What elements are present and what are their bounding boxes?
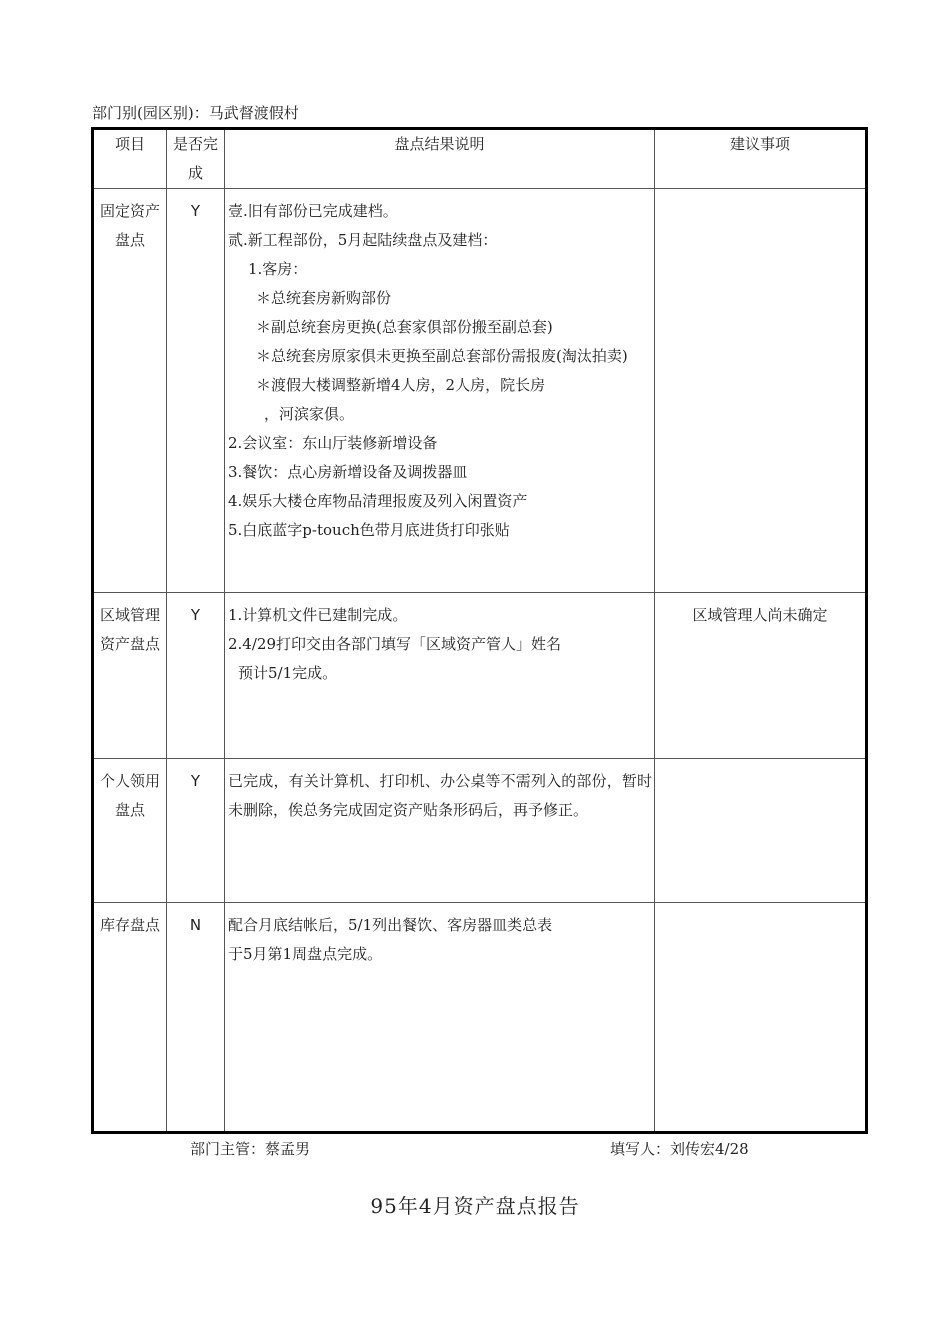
result-line: ＊总统套房原家俱未更换至副总套部份需报废(淘汰拍卖) <box>256 347 628 365</box>
result-line: 5.白底蓝字p-touch色带月底进货打印张贴 <box>228 521 510 539</box>
row-suggestion <box>655 189 867 593</box>
row-item-label: 区域管理资产盘点 <box>93 593 167 759</box>
inventory-report-table <box>91 127 868 1134</box>
column-header-suggestion: 建议事项 <box>655 129 867 189</box>
result-line: 于5月第1周盘点完成。 <box>228 945 383 963</box>
result-line: 配合月底结帐后，5/1列出餐饮、客房器皿类总表 <box>228 916 553 934</box>
row-suggestion <box>655 759 867 903</box>
result-line: ，河滨家俱。 <box>264 405 355 423</box>
filler-signature: 填写人：刘传宏4/28 <box>610 1140 749 1158</box>
table-header-row <box>93 129 867 189</box>
row-done-flag: Y <box>167 189 225 593</box>
column-header-item: 项目 <box>93 129 167 189</box>
row-suggestion: 区域管理人尚未确定 <box>655 593 867 759</box>
table-row-personal-use <box>93 759 867 903</box>
department-label: 部门别(园区别)：马武督渡假村 <box>92 104 299 122</box>
row-done-flag: Y <box>167 593 225 759</box>
result-line: 4.娱乐大楼仓库物品清理报废及列入闲置资产 <box>228 492 528 510</box>
result-line: 1.计算机文件已建制完成。 <box>228 606 408 624</box>
column-header-result: 盘点结果说明 <box>225 129 655 189</box>
row-done-flag: Y <box>167 759 225 903</box>
table-row-stock <box>93 903 867 1133</box>
result-line: ＊总统套房新购部份 <box>256 289 392 307</box>
result-line: ＊副总统套房更换(总套家俱部份搬至副总套) <box>256 318 553 336</box>
row-result-description <box>225 189 655 593</box>
row-done-flag: N <box>167 903 225 1133</box>
result-line: 2.会议室：东山厅装修新增设备 <box>228 434 438 452</box>
row-item-label: 库存盘点 <box>93 903 167 1133</box>
result-line: 1.客房： <box>248 260 308 278</box>
row-suggestion <box>655 903 867 1133</box>
result-line: 已完成，有关计算机、打印机、办公桌等不需列入的部份，暂时未删除，俟总务完成固定资产贴条形码后，再予修正。 <box>228 772 652 819</box>
row-result-description <box>225 903 655 1133</box>
row-result-description <box>225 593 655 759</box>
supervisor-signature: 部门主管：蔡孟男 <box>190 1140 311 1158</box>
column-header-done: 是否完成 <box>167 129 225 189</box>
result-line: 壹.旧有部份已完成建档。 <box>228 202 398 220</box>
result-line: 预计5/1完成。 <box>238 664 338 682</box>
result-line: 3.餐饮：点心房新增设备及调拨器皿 <box>228 463 468 481</box>
result-line: 贰.新工程部份，5月起陆续盘点及建档： <box>228 231 498 249</box>
row-item-label: 固定资产盘点 <box>93 189 167 593</box>
report-title: 95年4月资产盘点报告 <box>370 1194 580 1218</box>
table-row-area-assets <box>93 593 867 759</box>
result-line: 2.4/29打印交由各部门填写「区域资产管人」姓名 <box>228 635 561 653</box>
row-item-label: 个人领用盘点 <box>93 759 167 903</box>
result-line: ＊渡假大楼调整新增4人房，2人房，院长房 <box>256 376 546 394</box>
row-result-description <box>225 759 655 903</box>
table-row-fixed-assets <box>93 189 867 593</box>
